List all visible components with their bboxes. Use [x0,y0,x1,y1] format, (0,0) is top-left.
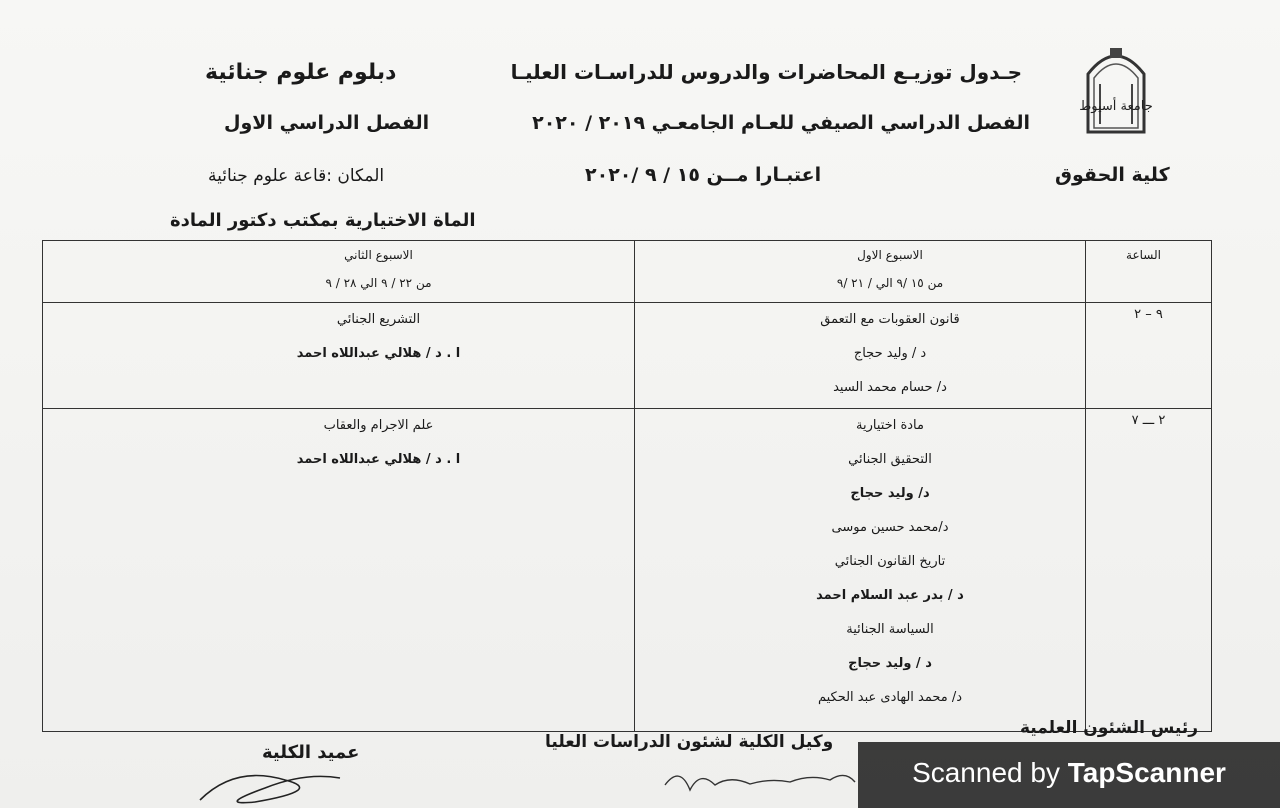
elective-note: الماة الاختيارية بمكتب دكتور المادة [170,210,476,231]
header-week2-range: من ٢٢ / ٩ الي ٢٨ / ٩ [325,276,432,290]
header-week1-range: من ١٥ /٩ الي / ٢١ /٩ [836,276,944,290]
watermark-prefix: Scanned by [912,757,1068,788]
location: المكان :قاعة علوم جنائية [208,166,385,186]
instructor: د / وليد حجاج [853,346,927,361]
start-date: اعتبـارا مــن ١٥ / ٩ /٢٠٢٠ [585,164,822,186]
scanner-watermark [858,742,1280,808]
course-name: تاريخ القانون الجنائي [834,554,946,569]
table-header-row [43,241,1212,303]
schedule-table [42,240,1212,732]
course-name: قانون العقوبات مع التعمق [820,312,960,327]
time-cell [1086,409,1212,732]
header-week2-title: الاسبوع الثاني [344,248,413,262]
instructor: د / بدر عبد السلام احمد [816,588,964,603]
course-name: السياسة الجنائية [846,622,934,637]
university-emblem-icon [1080,44,1152,136]
diploma-name: دبلوم علوم جنائية [205,60,397,85]
course-name: مادة اختيارية [856,418,924,433]
instructor: د/ حسام محمد السيد [833,380,947,395]
week2-cell [43,409,635,732]
instructor: د/محمد حسين موسى [831,520,949,535]
vice-dean-signature [660,760,860,800]
header-week1-cell [635,241,1086,303]
term-name: الفصل الدراسي الاول [224,112,430,134]
dean-label: عميد الكلية [262,742,360,763]
instructor: د / وليد حجاج [848,656,932,671]
instructor: ا . د / هلالي عبداللاه احمد [296,452,461,467]
header-time: الساعة [1126,248,1161,262]
week1-cell [635,409,1086,732]
time-slot: ٢ ـــ ٧ [1131,413,1166,428]
vice-dean-label: وكيل الكلية لشئون الدراسات العليا [545,732,834,752]
time-cell [1086,303,1212,409]
term-line: الفصل الدراسي الصيفي للعـام الجامعـي ٢٠١٩ / ٢٠٢٠ [532,112,1030,134]
logo-text: جامعة أسيوط [1080,99,1152,114]
instructor: د/ وليد حجاج [850,486,930,501]
week2-cell [43,303,635,409]
header-week1-title: الاسبوع الاول [857,248,923,262]
course-name: علم الاجرام والعقاب [323,418,434,433]
faculty-name: كلية الحقوق [1055,164,1170,186]
table-row [43,409,1212,732]
course-name: التشريع الجنائي [336,312,421,327]
table-row [43,303,1212,409]
dean-signature [195,760,345,808]
header-time-cell [1086,241,1212,303]
course-name: التحقيق الجنائي [848,452,932,467]
time-slot: ٩ – ٢ [1134,307,1163,322]
header-week2-cell [43,241,635,303]
instructor: ا . د / هلالي عبداللاه احمد [296,346,461,361]
week1-cell [635,303,1086,409]
watermark-brand: TapScanner [1067,757,1226,788]
schedule-title: جـدول توزيـع المحاضرات والدروس للدراسـات العليـا [510,60,1022,84]
instructor: د/ محمد الهادى عبد الحكيم [817,690,963,705]
head-affairs-label: رئيس الشئون العلمية [1020,718,1198,738]
